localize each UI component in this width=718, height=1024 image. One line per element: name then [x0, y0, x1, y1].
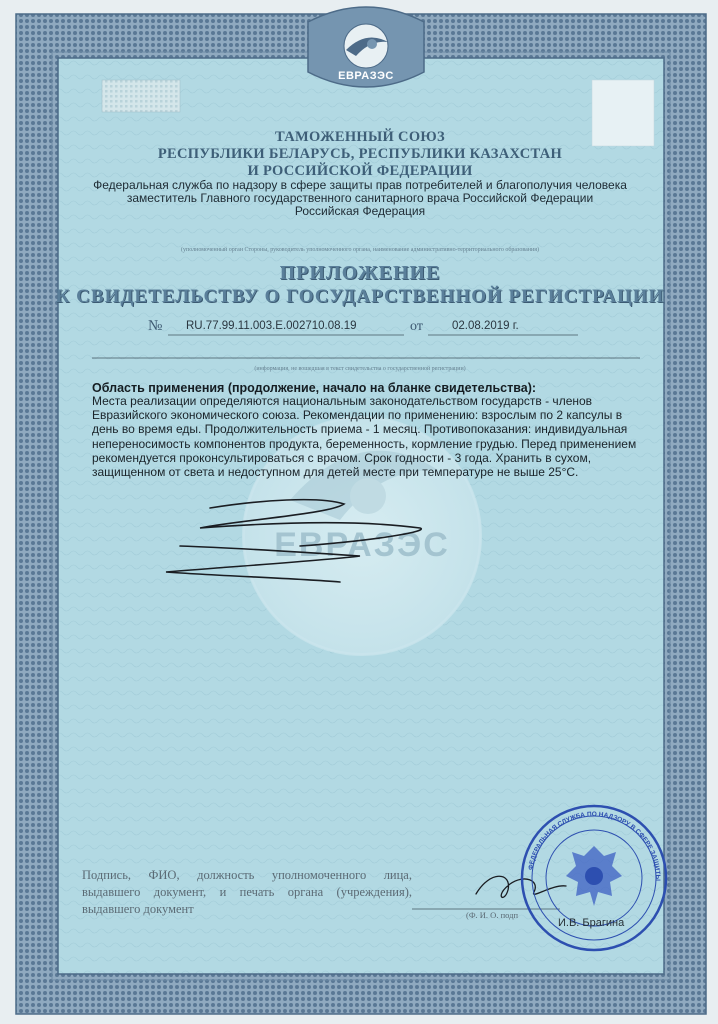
header-country: Российская Федерация: [294, 204, 426, 218]
header-federal-service: Федеральная служба по надзору в сфере защиты прав потребителей и благополучия человека: [93, 178, 627, 192]
header-union: ТАМОЖЕННЫЙ СОЮЗ: [275, 129, 445, 145]
scope-title: Область применения (продолжение, начало на бланке свидетельства):: [92, 381, 537, 395]
signature-label: Подпись, ФИО, должность уполномоченного лица, выдавшего документ, и печать органа (учреждения), выдавшего документ: [82, 868, 412, 916]
registration-number: RU.77.99.11.003.E.002710.08.19: [186, 320, 357, 332]
document-title: ПРИЛОЖЕНИЕ: [279, 262, 441, 284]
header-deputy: заместитель Главного государственного санитарного врача Российской Федерации: [126, 191, 594, 205]
registration-date: 02.08.2019 г.: [452, 320, 519, 332]
scope-line: Евразийского экономического союза. Рекомендации по применению: взрослым по 2 капсулы в: [92, 408, 623, 423]
scope-line: день во время еды. Продолжительность приема - 1 месяц. Противопоказания: индивидуальная: [92, 422, 628, 437]
svg-text:ФЕДЕРАЛЬНАЯ СЛУЖБА ПО НАДЗОРУ: ФЕДЕРАЛЬНАЯ СЛУЖБА ПО НАДЗОРУ В СФЕРЕ ЗАЩИТЫ: [527, 810, 662, 882]
scope-line: рекомендуется проконсультироваться с врачом. Срок годности - 3 года. Хранить в сухом,: [92, 450, 592, 465]
scope-body: [92, 394, 638, 479]
header-republics: РЕСПУБЛИКИ БЕЛАРУСЬ, РЕСПУБЛИКИ КАЗАХСТАН: [157, 146, 563, 162]
info-note: (информация, не вошедшая в текст свидетельства о государственной регистрации): [254, 366, 466, 372]
scope-line: Места реализации определяются национальным законодательством государств - членов: [92, 394, 593, 408]
watermark-text: ЕВРАЗЭС: [274, 526, 450, 564]
header-russia: И РОССИЙСКОЙ ФЕДЕРАЦИИ: [247, 163, 473, 179]
fio-note: (Ф. И. О. подп: [466, 910, 519, 920]
signer-name: И.В. Брагина: [558, 917, 625, 929]
document-subtitle: К СВИДЕТЕЛЬСТВУ О ГОСУДАРСТВЕННОЙ РЕГИСТРАЦИИ: [55, 286, 665, 307]
scope-line: непереносимость компонентов продукта, беременность, кормление грудью. Перед применением: [92, 436, 637, 451]
scope-line: защищенном от света и недоступном для детей месте при температуре не выше 25°С.: [92, 465, 579, 480]
date-label: от: [410, 319, 423, 334]
authority-note: (уполномоченный орган Стороны, руководитель уполномоченного органа, наименование административно-территориального образования): [181, 247, 539, 253]
number-label: №: [148, 318, 163, 334]
registration-line: [148, 318, 578, 336]
hologram-patch: [102, 80, 180, 112]
emblem-label: ЕВРАЗЭС: [338, 70, 394, 82]
